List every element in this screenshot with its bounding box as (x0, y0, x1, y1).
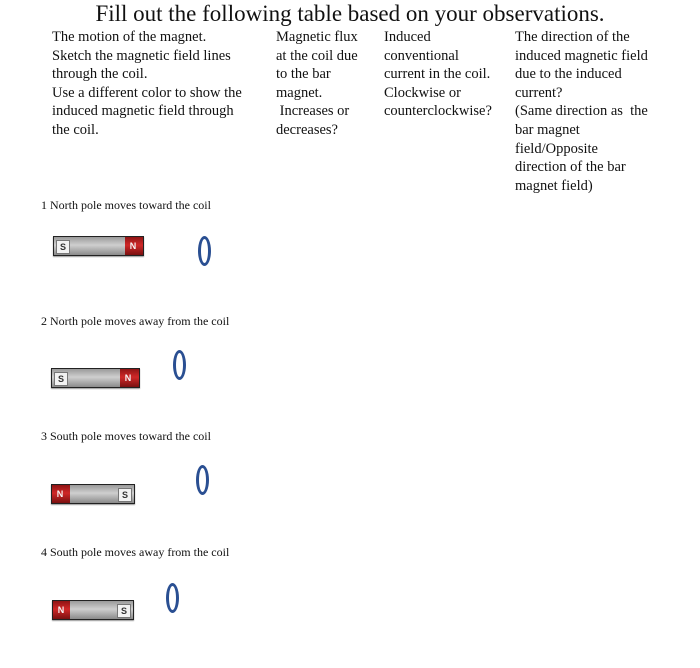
magnet-north-half (52, 485, 70, 503)
header-line: The motion of the magnet. (52, 29, 207, 45)
header-line: through the coil. (52, 66, 148, 83)
header-line: magnet field) (515, 177, 593, 194)
north-pole-label: N (57, 605, 65, 615)
header-line: to the bar (276, 66, 331, 83)
case-1-coil (198, 236, 211, 266)
header-line: at the coil due (276, 47, 358, 64)
magnet-south-half (52, 369, 120, 387)
header-line: field/Opposite (515, 140, 598, 157)
case-2-label: 2 North pole moves away from the coil (41, 314, 230, 328)
case-3-coil (196, 465, 209, 495)
column-motion-header (52, 28, 242, 140)
column-flux-header (276, 28, 358, 140)
header-line: The direction of the (515, 29, 630, 45)
header-line: (Same direction as the (515, 103, 648, 120)
header-line: Sketch the magnetic field lines (52, 47, 231, 64)
header-line: magnet. (276, 84, 323, 101)
header-line: current? (515, 84, 563, 101)
magnet-south-half (70, 601, 133, 619)
magnet-north-half (120, 369, 139, 387)
header-line: the coil. (52, 121, 99, 138)
magnet-north-half (125, 237, 143, 255)
case-3-label: 3 South pole moves toward the coil (41, 429, 211, 443)
south-pole-label: S (56, 240, 70, 254)
case-2-bar-magnet (51, 368, 140, 388)
case-3-bar-magnet (51, 484, 135, 504)
case-4-coil (166, 583, 179, 613)
header-line: induced magnetic field through (52, 103, 234, 120)
magnet-south-half (54, 237, 125, 255)
header-line: Increases or (276, 103, 350, 120)
page-title: Fill out the following table based on your observations. (95, 1, 605, 26)
header-line: Clockwise or (384, 84, 461, 101)
column-direction-header (515, 28, 648, 195)
header-line: direction of the bar (515, 159, 626, 176)
header-line: bar magnet (515, 121, 580, 138)
magnet-north-half (53, 601, 70, 619)
header-line: induced magnetic field (515, 47, 648, 64)
north-pole-label: N (129, 241, 137, 251)
header-line: Use a different color to show the (52, 84, 242, 101)
north-pole-label: N (56, 489, 64, 499)
header-line: conventional (384, 47, 459, 64)
header-line: Induced (384, 29, 431, 45)
header-line: decreases? (276, 121, 338, 138)
case-4-bar-magnet (52, 600, 134, 620)
header-line: Magnetic flux (276, 29, 358, 45)
south-pole-label: S (54, 372, 68, 386)
case-1-bar-magnet (53, 236, 144, 256)
column-current-header (384, 28, 492, 121)
case-2-coil (173, 350, 186, 380)
header-line: due to the induced (515, 66, 622, 83)
header-line: current in the coil. (384, 66, 491, 83)
magnet-south-half (70, 485, 134, 503)
case-1-label: 1 North pole moves toward the coil (41, 198, 211, 212)
header-line: counterclockwise? (384, 103, 492, 120)
south-pole-label: S (118, 488, 132, 502)
south-pole-label: S (117, 604, 131, 618)
north-pole-label: N (124, 373, 132, 383)
case-4-label: 4 South pole moves away from the coil (41, 545, 230, 559)
